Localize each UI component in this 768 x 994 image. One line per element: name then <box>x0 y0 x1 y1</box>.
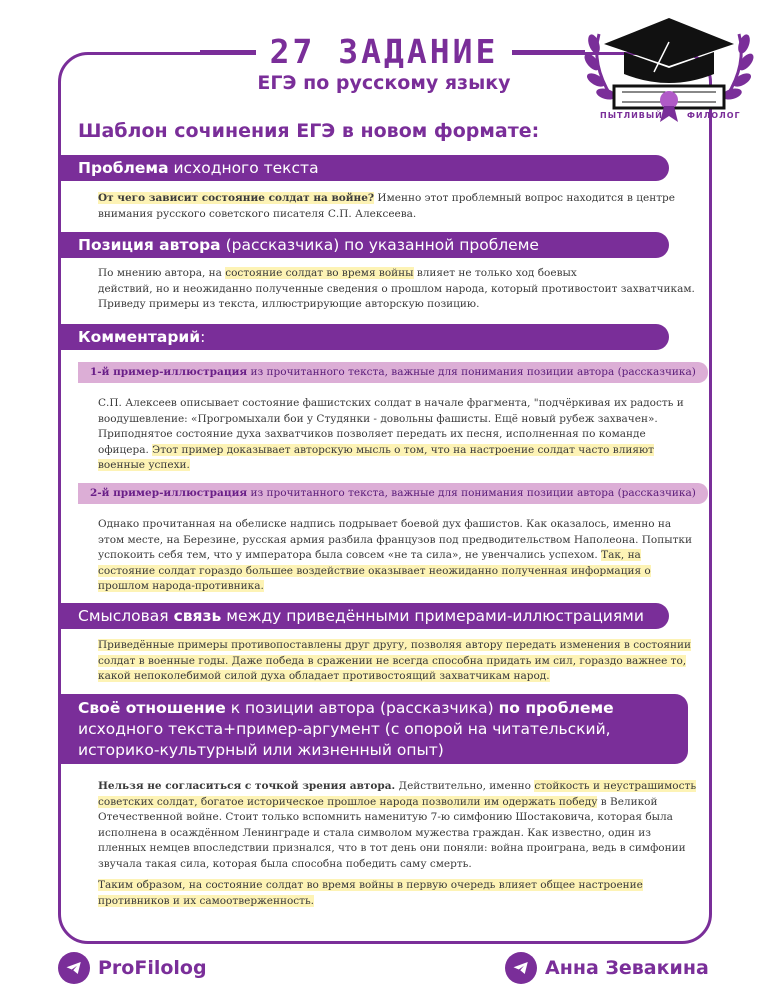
problem-text: От чего зависит состояние солдат на войне? Именно этот проблемный вопрос находится в центре внимания русского советского писателя С.П. Алексеева. <box>98 192 675 220</box>
footer-author-label: Анна Зевакина <box>545 957 709 979</box>
footer-channel[interactable] <box>58 952 207 984</box>
logo-label-right: ФИЛОЛОГ <box>687 111 741 120</box>
example-1-text: С.П. Алексеев описывает состояние фашистских солдат в начале фрагмента, "подчёркивая их радость и воодушевление: «Прогромыхали бои у Студянки - довольны фашисты. Ещё новый рубеж захвачен». Приподнятое состояние духа захватчиков позволяет передать их песня, исполненная по команде офицера. Этот пример доказывает авторскую мысль о том, что на настроение солдат часто влияют военные успехи. <box>98 397 684 471</box>
conclusion-text: Таким образом, на состояние солдат во время войны в первую очередь влияет общее настроение противников и их самоотверженность. <box>98 879 643 907</box>
main-title: 27 ЗАДАНИЕ <box>0 32 768 71</box>
example-2-text: Однако прочитанная на обелиске надпись подрывает боевой дух фашистов. Как оказалось, именно на этом месте, на Березине, русская армия разбила французов под предводительством Наполеона. Попытки успокоить себя тем, что у императора была совсем «не та сила», не увенчались успехом. Так, на состояние солдат гораздо большее воздействие оказывает неожиданно полученная информация о прошлом народа-противника. <box>98 518 692 592</box>
example-1-bar: 1-й пример-иллюстрация из прочитанного текста, важные для понимания позиции автора (рассказчика) <box>78 362 708 383</box>
footer-channel-label: ProFilolog <box>98 957 207 979</box>
footer-author[interactable] <box>505 952 709 984</box>
own-text: Нельзя не согласиться с точкой зрения автора. Действительно, именно стойкость и неустрашимость советских солдат, богатое историческое прошлое народа позволили им одержать победу в Великой Отечественной войне. Стоит только вспомнить наменитую 7-ю симфонию Шостаковича, которая была исполнена в осаждённом Ленинграде и стала символом мужества граждан. Как известно, один из пленных немцев впоследствии признался, что в тот день они поняли: война проиграна, ведь в симфонии звучала такая сила, которая была способна победить саму смерть. <box>98 780 697 870</box>
section-bar-problem: Проблема исходного текста <box>58 155 669 181</box>
sub-title: ЕГЭ по русскому языку <box>0 72 768 94</box>
section-bar-link: Смысловая связь между приведёнными примерами-иллюстрациями <box>58 603 669 629</box>
page-heading: Шаблон сочинения ЕГЭ в новом формате: <box>78 120 540 142</box>
telegram-icon <box>505 952 537 984</box>
section-bar-own: Своё отношение к позиции автора (рассказчика) по проблеме исходного текста+пример-аргумент (с опорой на читательский, историко-культурный или жизненный опыт) <box>58 694 688 764</box>
example-2-bar: 2-й пример-иллюстрация из прочитанного текста, важные для понимания позиции автора (рассказчика) <box>78 483 708 504</box>
logo-label-left: ПЫТЛИВЫЙ <box>600 111 663 120</box>
position-text: По мнению автора, на состояние солдат во время войны влияет не только ход боевых действий, но и неожиданно полученные сведения о прошлом народа, который противостоит захватчикам. Приведу примеры из текста, иллюстрирующие авторскую позицию. <box>98 267 695 310</box>
section-bar-comment: Комментарий: <box>58 324 669 350</box>
section-bar-position: Позиция автора (рассказчика) по указанной проблеме <box>58 232 669 258</box>
link-text: Приведённые примеры противопоставлены друг другу, позволяя автору передать изменения в состоянии солдат в военные годы. Даже победа в сражении не всегда способна придать им сил, гораздо важнее то, какой непоколебимой силой духа обладает противостоящий захватчикам народ. <box>98 639 692 682</box>
telegram-icon <box>58 952 90 984</box>
